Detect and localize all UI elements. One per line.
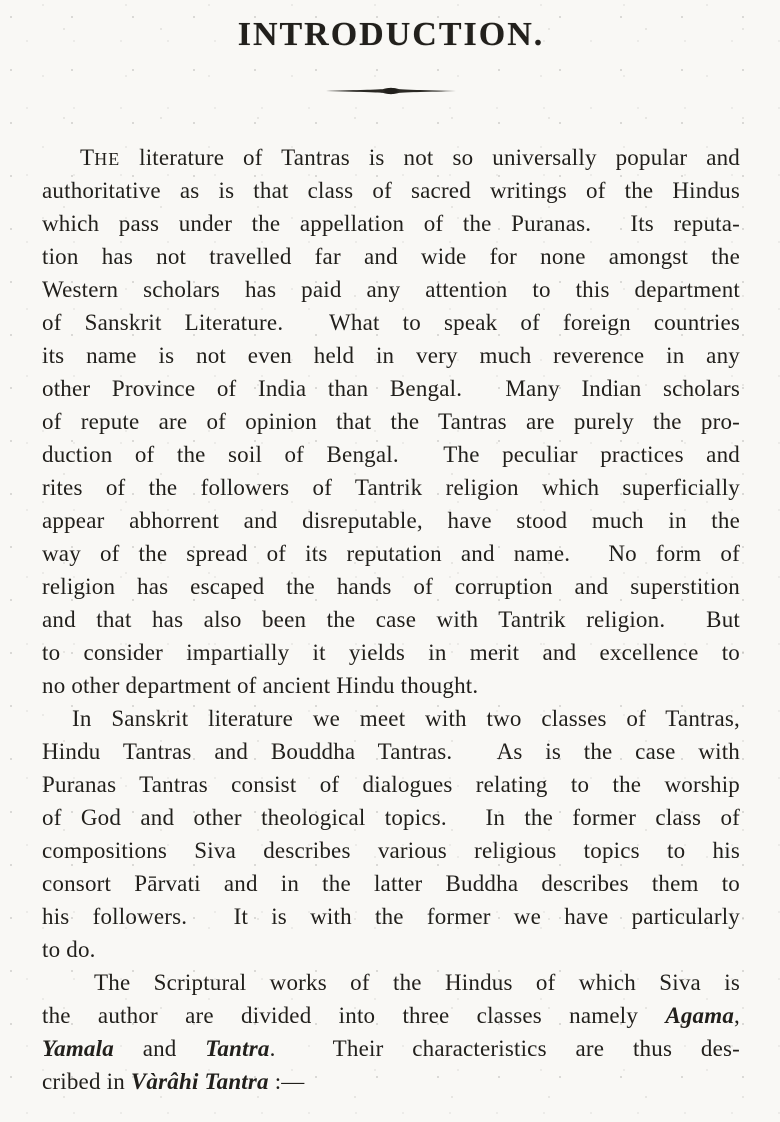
- body-text: [42, 141, 740, 1098]
- scanned-book-page: [0, 14, 780, 1122]
- text-run: no other department of ancient Hindu thought.: [42, 673, 479, 698]
- text-run: literature of Tantras is not so universally popular and: [120, 145, 740, 170]
- text-run: religion has escaped the hands of corruption and superstition: [42, 574, 740, 599]
- text-run: authoritative as is that class of sacred writings of the Hindus: [42, 178, 740, 203]
- text-run: his followers. It is with the former we have particularly: [42, 904, 740, 929]
- text-line: [42, 867, 740, 900]
- paragraph: [42, 702, 740, 966]
- text-run: to consider impartially it yields in merit and excellence to: [42, 640, 740, 665]
- text-line: [42, 702, 740, 735]
- text-line: [42, 471, 740, 504]
- text-line: [42, 405, 740, 438]
- text-line: [42, 273, 740, 306]
- text-line: [42, 735, 740, 768]
- text-run: . Their characteristics are thus des-: [269, 1036, 740, 1061]
- text-run: its name is not even held in very much reverence in any: [42, 343, 740, 368]
- text-run: and: [113, 1036, 206, 1061]
- text-run: ,: [734, 1003, 740, 1028]
- text-line: [42, 240, 740, 273]
- text-line: [42, 834, 740, 867]
- text-line: [42, 933, 740, 966]
- text-run: The Scriptural works of the Hindus of which Siva is: [94, 970, 740, 995]
- text-line: [42, 966, 740, 999]
- italic-term: Tantra: [205, 1036, 270, 1061]
- text-line: [42, 669, 740, 702]
- text-line: [42, 603, 740, 636]
- text-run: appear abhorrent and disreputable, have stood much in the: [42, 508, 740, 533]
- text-run: T: [80, 145, 95, 170]
- paragraph: [42, 966, 740, 1098]
- text-run: other Province of India than Bengal. Many Indian scholars: [42, 376, 740, 401]
- text-line: [42, 768, 740, 801]
- text-line: [42, 801, 740, 834]
- text-run: rites of the followers of Tantrik religion which superficially: [42, 475, 740, 500]
- tapered-rule-icon: [326, 85, 456, 97]
- italic-term: Yamala: [42, 1036, 114, 1061]
- italic-term: Vàrâhi Tantra: [130, 1069, 269, 1094]
- text-line: [42, 504, 740, 537]
- text-run: Hindu Tantras and Bouddha Tantras. As is the case with: [42, 739, 740, 764]
- small-caps-run: HE: [94, 149, 121, 169]
- text-line: [42, 339, 740, 372]
- italic-term: Agama: [665, 1003, 735, 1028]
- text-line: [42, 306, 740, 339]
- text-run: way of the spread of its reputation and name. No form of: [42, 541, 740, 566]
- text-run: which pass under the appellation of the Puranas. Its reputa-: [42, 211, 740, 236]
- text-run: duction of the soil of Bengal. The peculiar practices and: [42, 442, 740, 467]
- text-line: [42, 900, 740, 933]
- text-line: [42, 207, 740, 240]
- text-line: [42, 999, 740, 1032]
- page-title: INTRODUCTION.: [237, 16, 545, 53]
- text-line: [42, 636, 740, 669]
- text-run: tion has not travelled far and wide for none amongst the: [42, 244, 740, 269]
- text-run: :—: [268, 1069, 305, 1094]
- text-line: [42, 537, 740, 570]
- text-run: of Sanskrit Literature. What to speak of foreign countries: [42, 310, 740, 335]
- text-line: [42, 372, 740, 405]
- text-run: of repute are of opinion that the Tantras are purely the pro-: [42, 409, 740, 434]
- text-run: to do.: [42, 937, 96, 962]
- text-run: the author are divided into three classes namely: [42, 1003, 666, 1028]
- text-run: Western scholars has paid any attention to this department: [42, 277, 740, 302]
- text-run: compositions Siva describes various religious topics to his: [42, 838, 740, 863]
- text-run: and that has also been the case with Tantrik religion. But: [42, 607, 740, 632]
- text-line: [42, 174, 740, 207]
- text-line: [42, 1065, 740, 1098]
- text-run: consort Pārvati and in the latter Buddha describes them to: [42, 871, 740, 896]
- text-line: [42, 570, 740, 603]
- text-run: Puranas Tantras consist of dialogues relating to the worship: [42, 772, 740, 797]
- divider-ornament: [326, 85, 456, 97]
- text-line: [42, 438, 740, 471]
- text-run: of God and other theological topics. In the former class of: [42, 805, 740, 830]
- text-line: [42, 1032, 740, 1065]
- text-run: In Sanskrit literature we meet with two classes of Tantras,: [72, 706, 740, 731]
- text-line: [42, 141, 740, 174]
- text-run: cribed in: [42, 1069, 131, 1094]
- paragraph: [42, 141, 740, 702]
